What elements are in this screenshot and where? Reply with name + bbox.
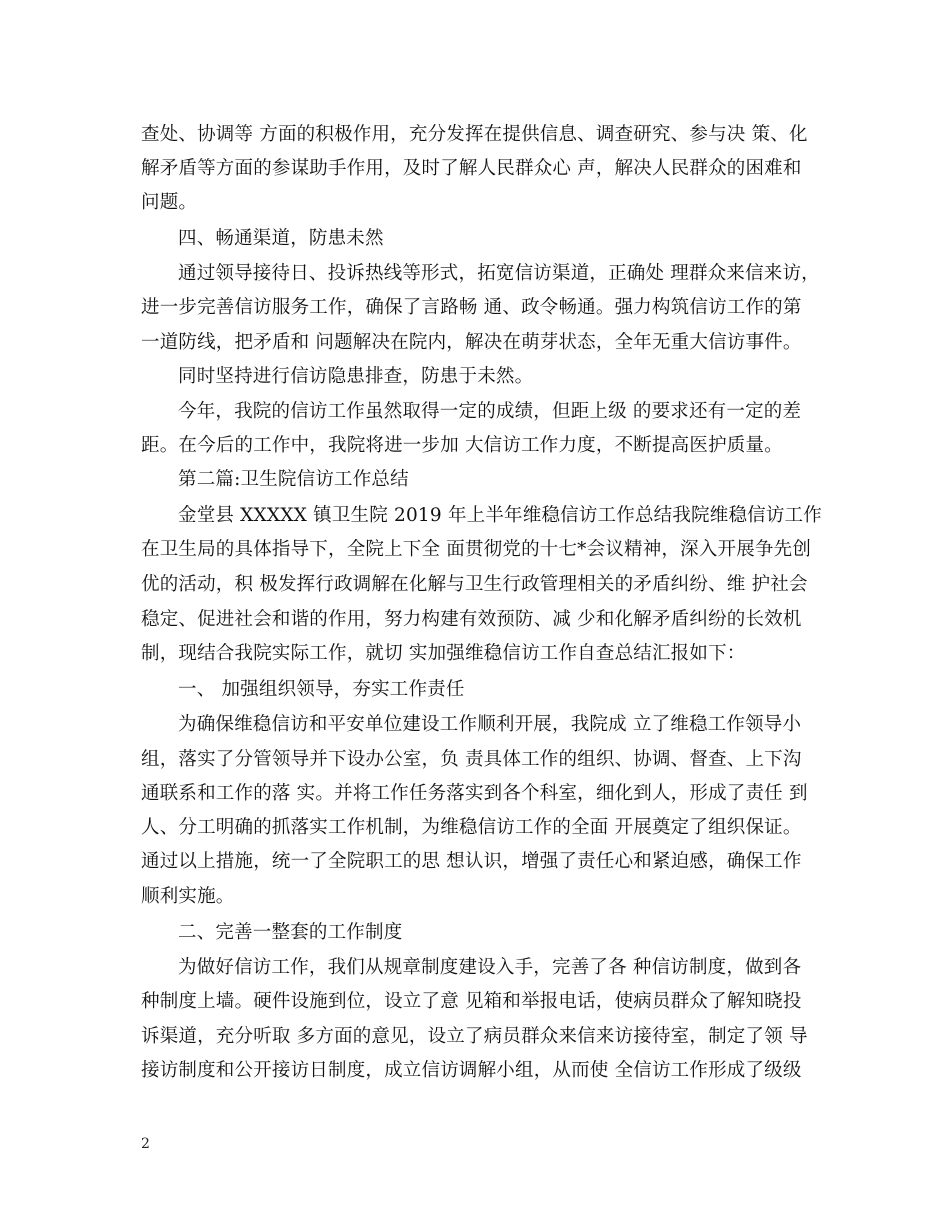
paragraph-line: 解矛盾等方面的参谋助手作用，及时了解人民群众心 声，解决人民群众的困难和 xyxy=(141,158,802,179)
paragraph-line: 为确保维稳信访和平安单位建设工作顺利开展，我院成 立了维稳工作领导小 xyxy=(178,714,802,735)
paragraph-line: 进一步完善信访服务工作，确保了言路畅 通、政令畅通。强力构筑信访工作的第 xyxy=(141,297,802,318)
section-heading: 四、畅通渠道，防患未然 xyxy=(178,228,384,249)
paragraph-line: 问题。 xyxy=(141,192,198,213)
paragraph-line: 为做好信访工作，我们从规章制度建设入手，完善了各 种信访制度，做到各 xyxy=(178,957,802,978)
paragraph-line: 查处、协调等 方面的积极作用，充分发挥在提供信息、调查研究、参与决 策、化 xyxy=(141,124,808,145)
chapter-heading: 第二篇:卫生院信访工作总结 xyxy=(178,469,409,490)
paragraph-line: 稳定、促进社会和谐的作用，努力构建有效预防、减 少和化解矛盾纠纷的长效机 xyxy=(141,609,802,630)
paragraph-line: 种制度上墙。硬件设施到位，设立了意 见箱和举报电话，使病员群众了解知晓投 xyxy=(141,991,802,1012)
paragraph-line: 一道防线，把矛盾和 问题解决在院内，解决在萌芽状态，全年无重大信访事件。 xyxy=(141,332,802,353)
paragraph-line: 今年，我院的信访工作虽然取得一定的成绩，但距上级 的要求还有一定的差 xyxy=(178,401,802,422)
paragraph-line: 诉渠道，充分听取 多方面的意见，设立了病员群众来信来访接待室，制定了领 导 xyxy=(141,1026,808,1047)
section-heading: 一、 加强组织领导，夯实工作责任 xyxy=(178,679,465,700)
section-heading: 二、完善一整套的工作制度 xyxy=(178,922,403,943)
paragraph-line: 人、分工明确的抓落实工作机制，为维稳信访工作的全面 开展奠定了组织保证。 xyxy=(141,817,802,838)
paragraph-line: 同时坚持进行信访隐患排查，防患于未然。 xyxy=(178,366,534,387)
paragraph-line: 制，现结合我院实际工作，就切 实加强维稳信访工作自查总结汇报如下： xyxy=(141,643,746,664)
paragraph-line: 通联系和工作的落 实。并将工作任务落实到各个科室，细化到人，形成了责任 到 xyxy=(141,783,808,804)
paragraph-line: 通过以上措施，统一了全院职工的思 想认识，增强了责任心和紧迫感，确保工作 xyxy=(141,851,802,872)
paragraph-line: 金堂县 XXXXX 镇卫生院 2019 年上半年维稳信访工作总结我院维稳信访工作 xyxy=(178,505,822,526)
paragraph-line: 组，落实了分管领导并下设办公室，负 责具体工作的组织、协调、督查、上下沟 xyxy=(141,749,802,770)
paragraph-line: 距。在今后的工作中，我院将进一步加 大信访工作力度，不断提高医护质量。 xyxy=(141,435,783,456)
paragraph-line: 顺利实施。 xyxy=(141,886,235,907)
paragraph-line: 在卫生局的具体指导下，全院上下全 面贯彻党的十七*会议精神，深入开展争先创 xyxy=(141,539,812,560)
paragraph-line: 优的活动，积 极发挥行政调解在化解与卫生行政管理相关的矛盾纠纷、维 护社会 xyxy=(141,574,808,595)
paragraph-line: 通过领导接待日、投诉热线等形式，拓宽信访渠道，正确处 理群众来信来访， xyxy=(178,263,820,284)
paragraph-line: 接访制度和公开接访日制度，成立信访调解小组，从而使 全信访工作形成了级级 xyxy=(141,1060,802,1081)
page-number: 2 xyxy=(141,1136,150,1152)
